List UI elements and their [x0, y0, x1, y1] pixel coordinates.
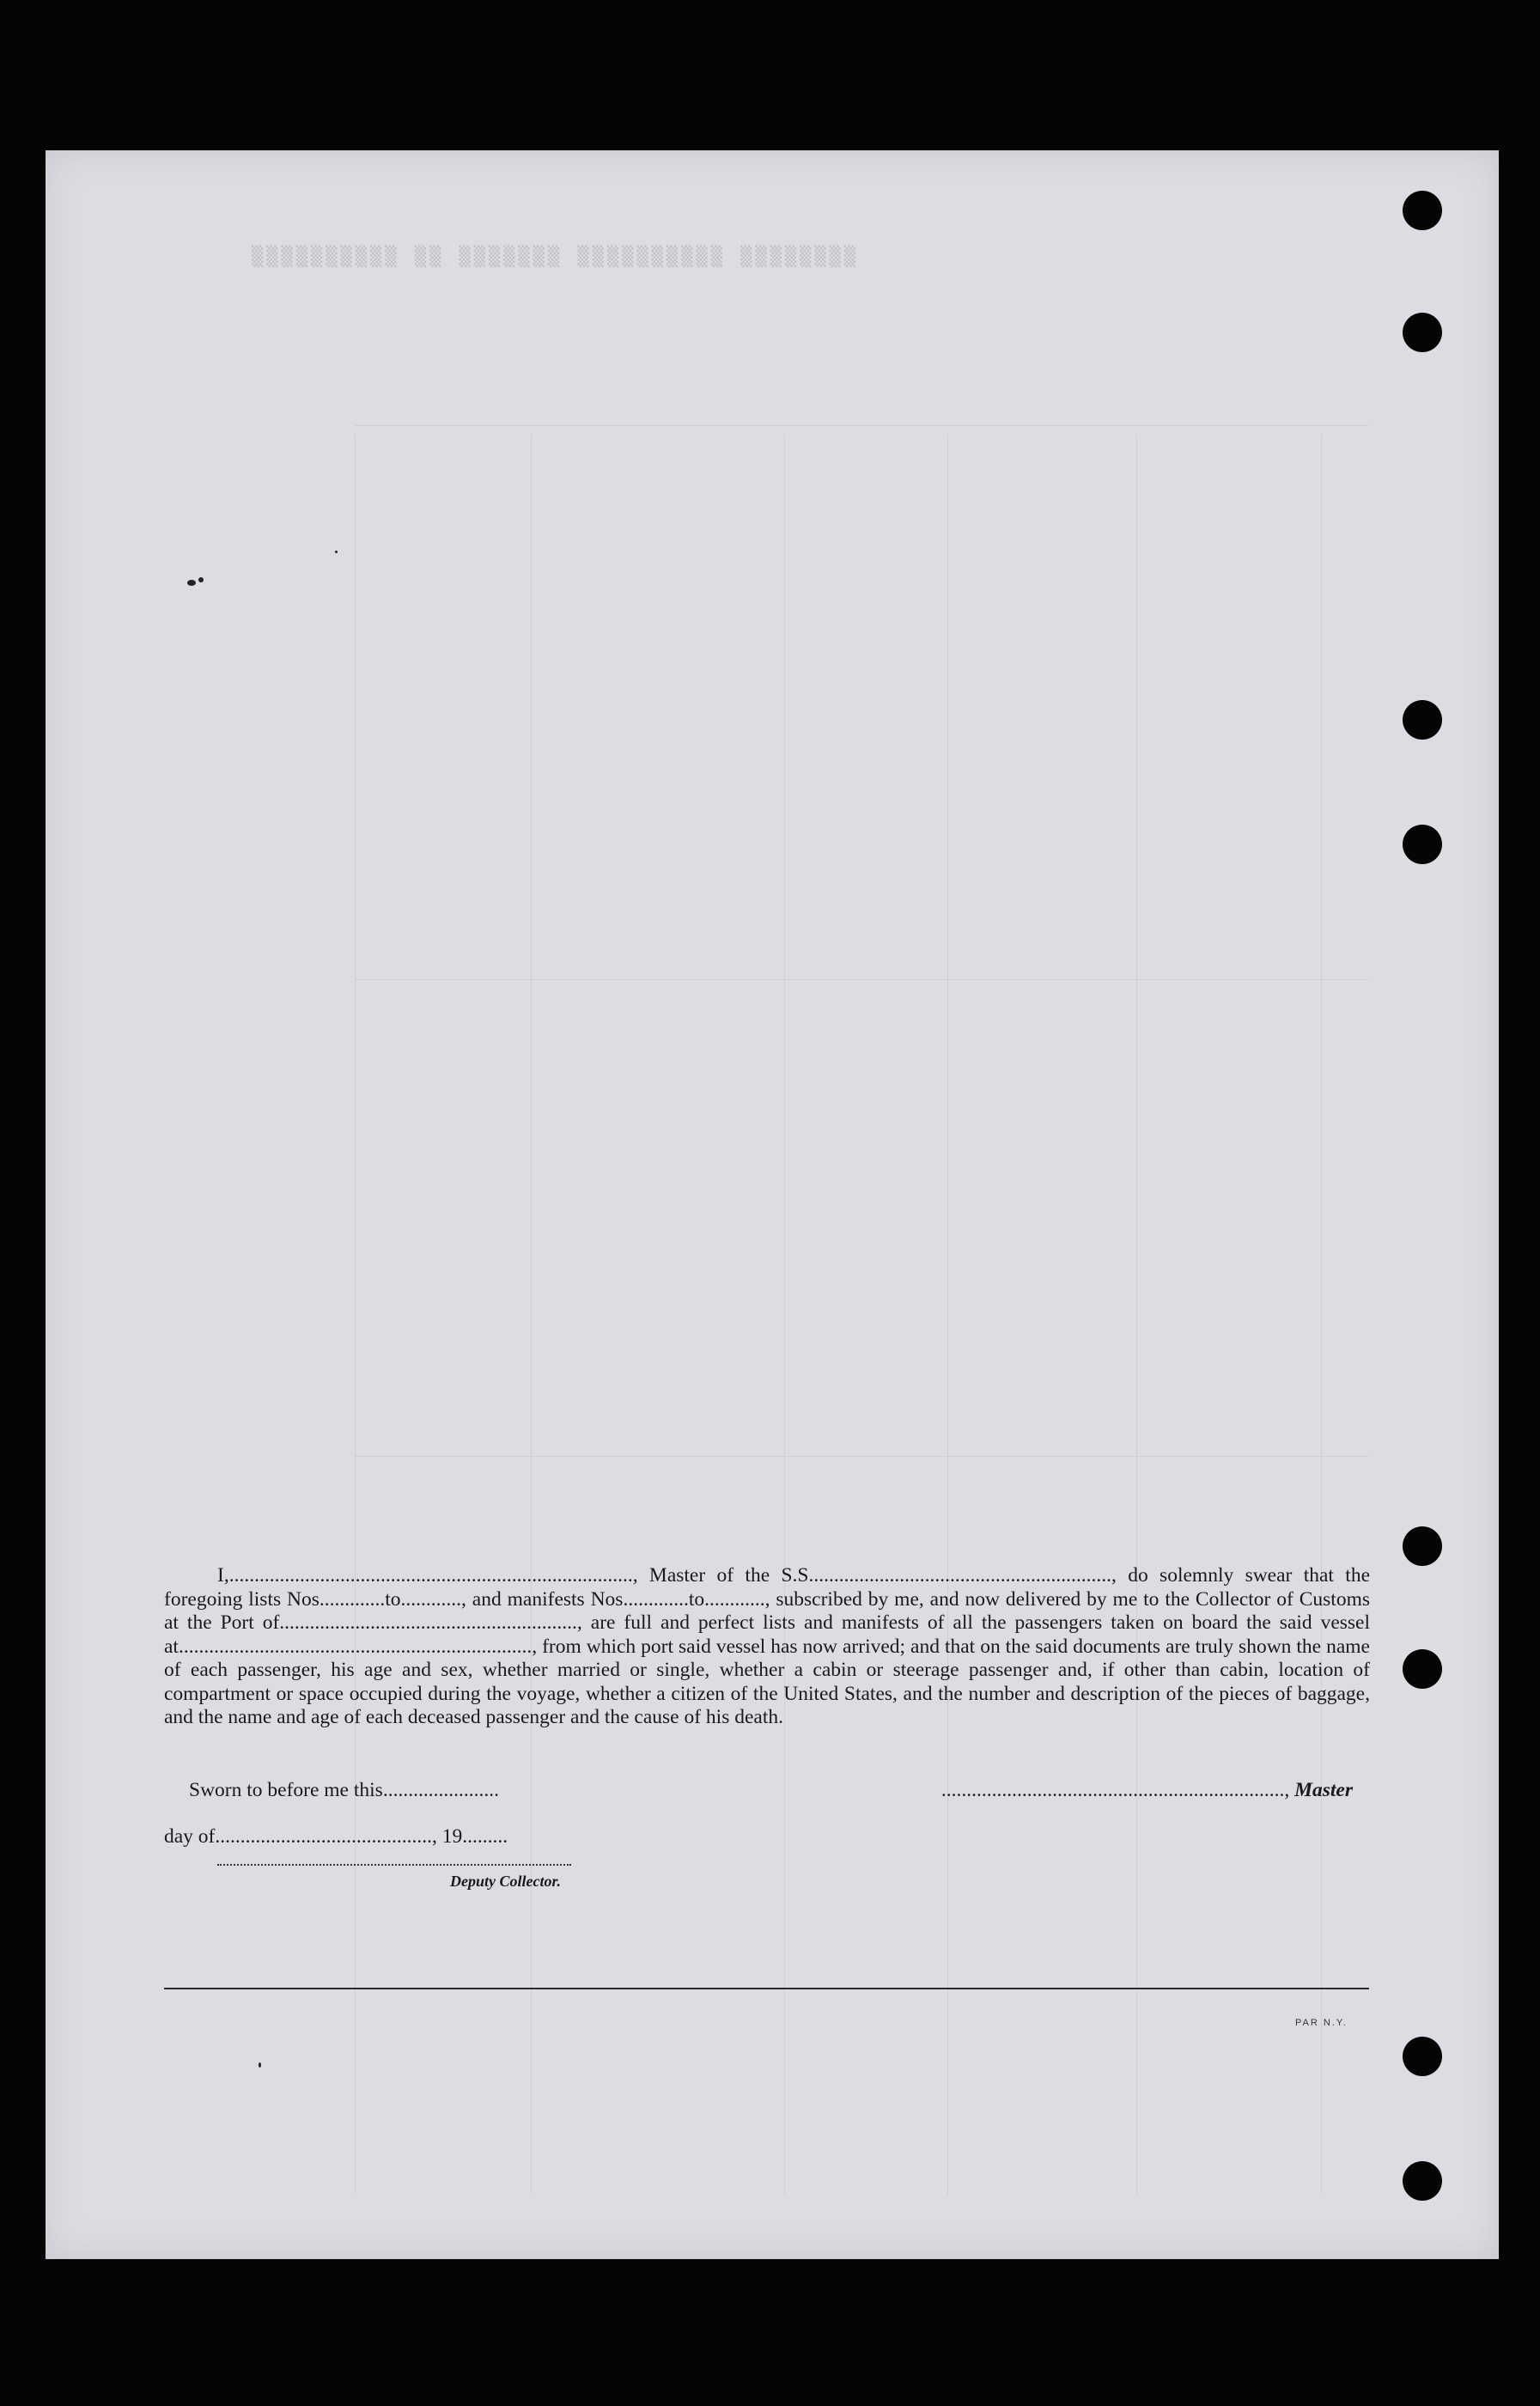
faint-row-line [355, 979, 1368, 980]
punch-hole [1403, 700, 1442, 740]
printer-mark: PAR N.Y. [1295, 2018, 1348, 2028]
punch-hole [1403, 825, 1442, 864]
deputy-collector-label: Deputy Collector. [450, 1873, 561, 1890]
ink-speck [198, 577, 204, 582]
deputy-signature-line [217, 1864, 571, 1866]
day-line: day of..........................................., 19......... [164, 1825, 508, 1848]
ink-speck [259, 2062, 261, 2068]
punch-hole [1403, 2037, 1442, 2076]
punch-hole [1403, 191, 1442, 230]
master-signature-dots: ...................................................................., [940, 1779, 1295, 1801]
punch-hole [1403, 1649, 1442, 1689]
ink-speck [187, 580, 196, 586]
faint-column-line [784, 434, 785, 2195]
master-signature-line [883, 1779, 1353, 1802]
horizontal-rule [164, 1988, 1369, 1989]
faint-column-line [355, 434, 356, 2195]
bleed-through-title: ▒▒▒▒▒▒▒▒▒▒ ▒▒ ▒▒▒▒▒▒▒ ▒▒▒▒▒▒▒▒▒▒ ▒▒▒▒▒▒▒▒ [252, 247, 860, 268]
faint-column-line [531, 434, 532, 2195]
faint-row-line [355, 1456, 1368, 1457]
ink-speck [335, 551, 338, 553]
faint-column-line [1136, 434, 1137, 2195]
sworn-line: Sworn to before me this....................... [189, 1779, 499, 1801]
faint-column-line [1321, 434, 1322, 2195]
faint-row-line [355, 425, 1368, 426]
faint-column-line [947, 434, 948, 2195]
oath-paragraph: I,................................................................................, Master of the S.S............................................................, do solemnly swear that the foregoing lists Nos.............to............, and manifests Nos.............to............, subscribed by me, and now delivered by me to the Collector of Customs at the Port of..........................................................., are full and perfect lists and manifests of all the passengers taken on board the said vessel at......................................................................, from which port said vessel has now arrived; and that on the said documents are truly shown the name of each passenger, his age and sex, whether married or single, whether a cabin or steerage passenger and, if other than cabin, location of compartment or space occupied during the voyage, whether a citizen of the United States, and the number and description of the pieces of baggage, and the name and age of each deceased passenger and the cause of his death. [164, 1564, 1370, 1728]
punch-hole [1403, 1526, 1442, 1566]
punch-hole [1403, 313, 1442, 352]
punch-hole [1403, 2161, 1442, 2201]
manifest-page [46, 150, 1499, 2259]
master-label: Master [1294, 1779, 1353, 1801]
